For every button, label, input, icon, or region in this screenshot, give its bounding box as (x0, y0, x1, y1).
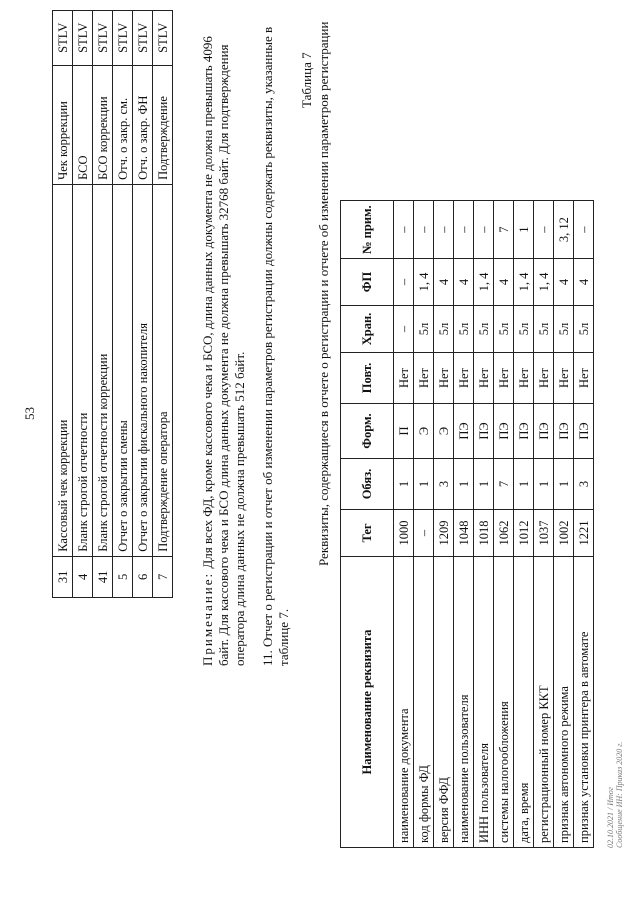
doc-format-cell: STLV (93, 11, 113, 66)
repeat-cell: Нет (434, 353, 454, 404)
note-number-cell: – (434, 201, 454, 259)
doc-code-cell: 7 (153, 556, 173, 597)
doc-code-cell: 31 (53, 556, 73, 597)
fp-cell: 1, 4 (414, 259, 434, 306)
scan-stamp (606, 742, 624, 848)
note-number-cell: – (454, 201, 474, 259)
tag-cell: 1062 (494, 510, 514, 557)
header-name: Наименование реквизита (341, 557, 394, 848)
storage-cell: 5л (574, 306, 594, 353)
stamp-line-1: 02.10.2021 / Итог (606, 787, 615, 848)
tag-cell: 1221 (574, 510, 594, 557)
rotated-content (10, 10, 628, 888)
doc-code-cell: 41 (93, 556, 113, 597)
note-lead: Примечание: (200, 571, 215, 666)
note-number-cell: – (394, 201, 414, 259)
table-row (494, 201, 514, 848)
fp-cell: 1, 4 (474, 259, 494, 306)
requisite-name-cell: ИНН пользователя (474, 557, 494, 848)
header-note-number: № прим. (341, 201, 394, 259)
header-fp: ФП (341, 259, 394, 306)
repeat-cell: Нет (474, 353, 494, 404)
form-cell: ПЭ (494, 404, 514, 459)
doc-short-name-cell: Отч. о закр. ФН (133, 65, 153, 184)
header-form: Форм. (341, 404, 394, 459)
table-7-header-row (341, 201, 394, 848)
repeat-cell: Нет (574, 353, 594, 404)
doc-name-cell: Бланк строгой отчетности коррекции (93, 184, 113, 556)
fp-cell: 4 (554, 259, 574, 306)
form-cell: ПЭ (534, 404, 554, 459)
table-row (454, 201, 474, 848)
requisite-name-cell: системы налогообложения (494, 557, 514, 848)
note-number-cell: – (574, 201, 594, 259)
storage-cell: 5л (494, 306, 514, 353)
obligatory-cell: 1 (554, 459, 574, 510)
doc-format-cell: STLV (133, 11, 153, 66)
table-row (474, 201, 494, 848)
tag-cell: 1000 (394, 510, 414, 557)
requisite-name-cell: признак установки принтера в автомате (574, 557, 594, 848)
form-cell: ПЭ (474, 404, 494, 459)
note-number-cell: 1 (514, 201, 534, 259)
doc-format-cell: STLV (153, 11, 173, 66)
table-row (434, 201, 454, 848)
storage-cell: – (394, 306, 414, 353)
obligatory-cell: 1 (454, 459, 474, 510)
table-row (133, 11, 153, 598)
obligatory-cell: 7 (494, 459, 514, 510)
table-row (514, 201, 534, 848)
doc-code-cell: 4 (73, 556, 93, 597)
note-number-cell: – (414, 201, 434, 259)
obligatory-cell: 1 (414, 459, 434, 510)
repeat-cell: Нет (494, 353, 514, 404)
tag-cell: 1012 (514, 510, 534, 557)
tag-cell: 1037 (534, 510, 554, 557)
table-row (414, 201, 434, 848)
repeat-cell: Нет (534, 353, 554, 404)
table-7 (340, 200, 594, 848)
doc-name-cell: Отчет о закрытии фискального накопителя (133, 184, 153, 556)
storage-cell: 5л (554, 306, 574, 353)
storage-cell: 5л (474, 306, 494, 353)
tag-cell: – (414, 510, 434, 557)
fp-cell: 1, 4 (514, 259, 534, 306)
doc-name-cell: Отчет о закрытии смены (113, 184, 133, 556)
repeat-cell: Нет (414, 353, 434, 404)
requisite-name-cell: версия ФФД (434, 557, 454, 848)
repeat-cell: Нет (554, 353, 574, 404)
note-number-cell: 7 (494, 201, 514, 259)
storage-cell: 5л (534, 306, 554, 353)
fp-cell: – (394, 259, 414, 306)
tag-cell: 1002 (554, 510, 574, 557)
obligatory-cell: 1 (534, 459, 554, 510)
doc-format-cell: STLV (113, 11, 133, 66)
requisite-name-cell: дата, время (514, 557, 534, 848)
requisite-name-cell: наименование пользователя (454, 557, 474, 848)
doc-code-cell: 6 (133, 556, 153, 597)
form-cell: ПЭ (574, 404, 594, 459)
doc-short-name-cell: Подтверждение (153, 65, 173, 184)
doc-code-cell: 5 (113, 556, 133, 597)
fp-cell: 4 (454, 259, 474, 306)
note-number-cell: 3, 12 (554, 201, 574, 259)
form-cell: ПЭ (554, 404, 574, 459)
fp-cell: 1, 4 (534, 259, 554, 306)
doc-short-name-cell: Чек коррекции (53, 65, 73, 184)
storage-cell: 5л (434, 306, 454, 353)
form-cell: Э (414, 404, 434, 459)
storage-cell: 5л (454, 306, 474, 353)
table-row (554, 201, 574, 848)
form-cell: П (394, 404, 414, 459)
note-text: Для всех ФД, кроме кассового чека и БСО, длина данных документа не должна превышать 4096 байт. Для кассового чека и БСО длина данных документа не должна превышать 32768 байт. Для подтверждения оператора длина данных не должна превышать 512 байт. (200, 36, 247, 666)
storage-cell: 5л (414, 306, 434, 353)
form-cell: Э (434, 404, 454, 459)
note-number-cell: – (534, 201, 554, 259)
requisite-name-cell: наименование документа (394, 557, 414, 848)
table-row (73, 11, 93, 598)
header-tag: Тег (341, 510, 394, 557)
header-storage: Хран. (341, 306, 394, 353)
table-row (394, 201, 414, 848)
repeat-cell: Нет (394, 353, 414, 404)
document-types-table (52, 10, 173, 598)
obligatory-cell: 3 (574, 459, 594, 510)
obligatory-cell: 1 (514, 459, 534, 510)
table-row (153, 11, 173, 598)
tag-cell: 1048 (454, 510, 474, 557)
fp-cell: 4 (494, 259, 514, 306)
obligatory-cell: 1 (394, 459, 414, 510)
table-row (93, 11, 113, 598)
obligatory-cell: 1 (474, 459, 494, 510)
repeat-cell: Нет (514, 353, 534, 404)
fp-cell: 4 (574, 259, 594, 306)
form-cell: ПЭ (454, 404, 474, 459)
table-7-label: Таблица 7 (299, 52, 314, 108)
table-row (53, 11, 73, 598)
table-7-title: Реквизиты, содержащиеся в отчете о регистрации и отчете об изменении параметров регистрации (316, 21, 331, 566)
page-number: 53 (22, 407, 37, 420)
tag-cell: 1209 (434, 510, 454, 557)
header-obligatory: Обяз. (341, 459, 394, 510)
doc-format-cell: STLV (73, 11, 93, 66)
requisite-name-cell: код формы ФД (414, 557, 434, 848)
stamp-line-2: Сообщение ИН: Приказ 2020 г. (615, 741, 624, 848)
requisite-name-cell: признак автономного режима (554, 557, 574, 848)
note-number-cell: – (474, 201, 494, 259)
table-row (534, 201, 554, 848)
repeat-cell: Нет (454, 353, 474, 404)
requisite-name-cell: регистрационный номер ККТ (534, 557, 554, 848)
form-cell: ПЭ (514, 404, 534, 459)
note-paragraph (200, 16, 248, 666)
doc-name-cell: Подтверждение оператора (153, 184, 173, 556)
fp-cell: 4 (434, 259, 454, 306)
table-row (113, 11, 133, 598)
doc-short-name-cell: Отч. о закр. см. (113, 65, 133, 184)
doc-name-cell: Кассовый чек коррекции (53, 184, 73, 556)
tag-cell: 1018 (474, 510, 494, 557)
header-repeat: Повт. (341, 353, 394, 404)
doc-short-name-cell: БСО коррекции (93, 65, 113, 184)
doc-short-name-cell: БСО (73, 65, 93, 184)
storage-cell: 5л (514, 306, 534, 353)
doc-format-cell: STLV (53, 11, 73, 66)
table-row (574, 201, 594, 848)
paragraph-11: 11. Отчет о регистрации и отчет об изменении параметров регистрации должны содержать реквизиты, указанные в таблице 7. (260, 26, 291, 666)
doc-name-cell: Бланк строгой отчетности (73, 184, 93, 556)
obligatory-cell: 3 (434, 459, 454, 510)
